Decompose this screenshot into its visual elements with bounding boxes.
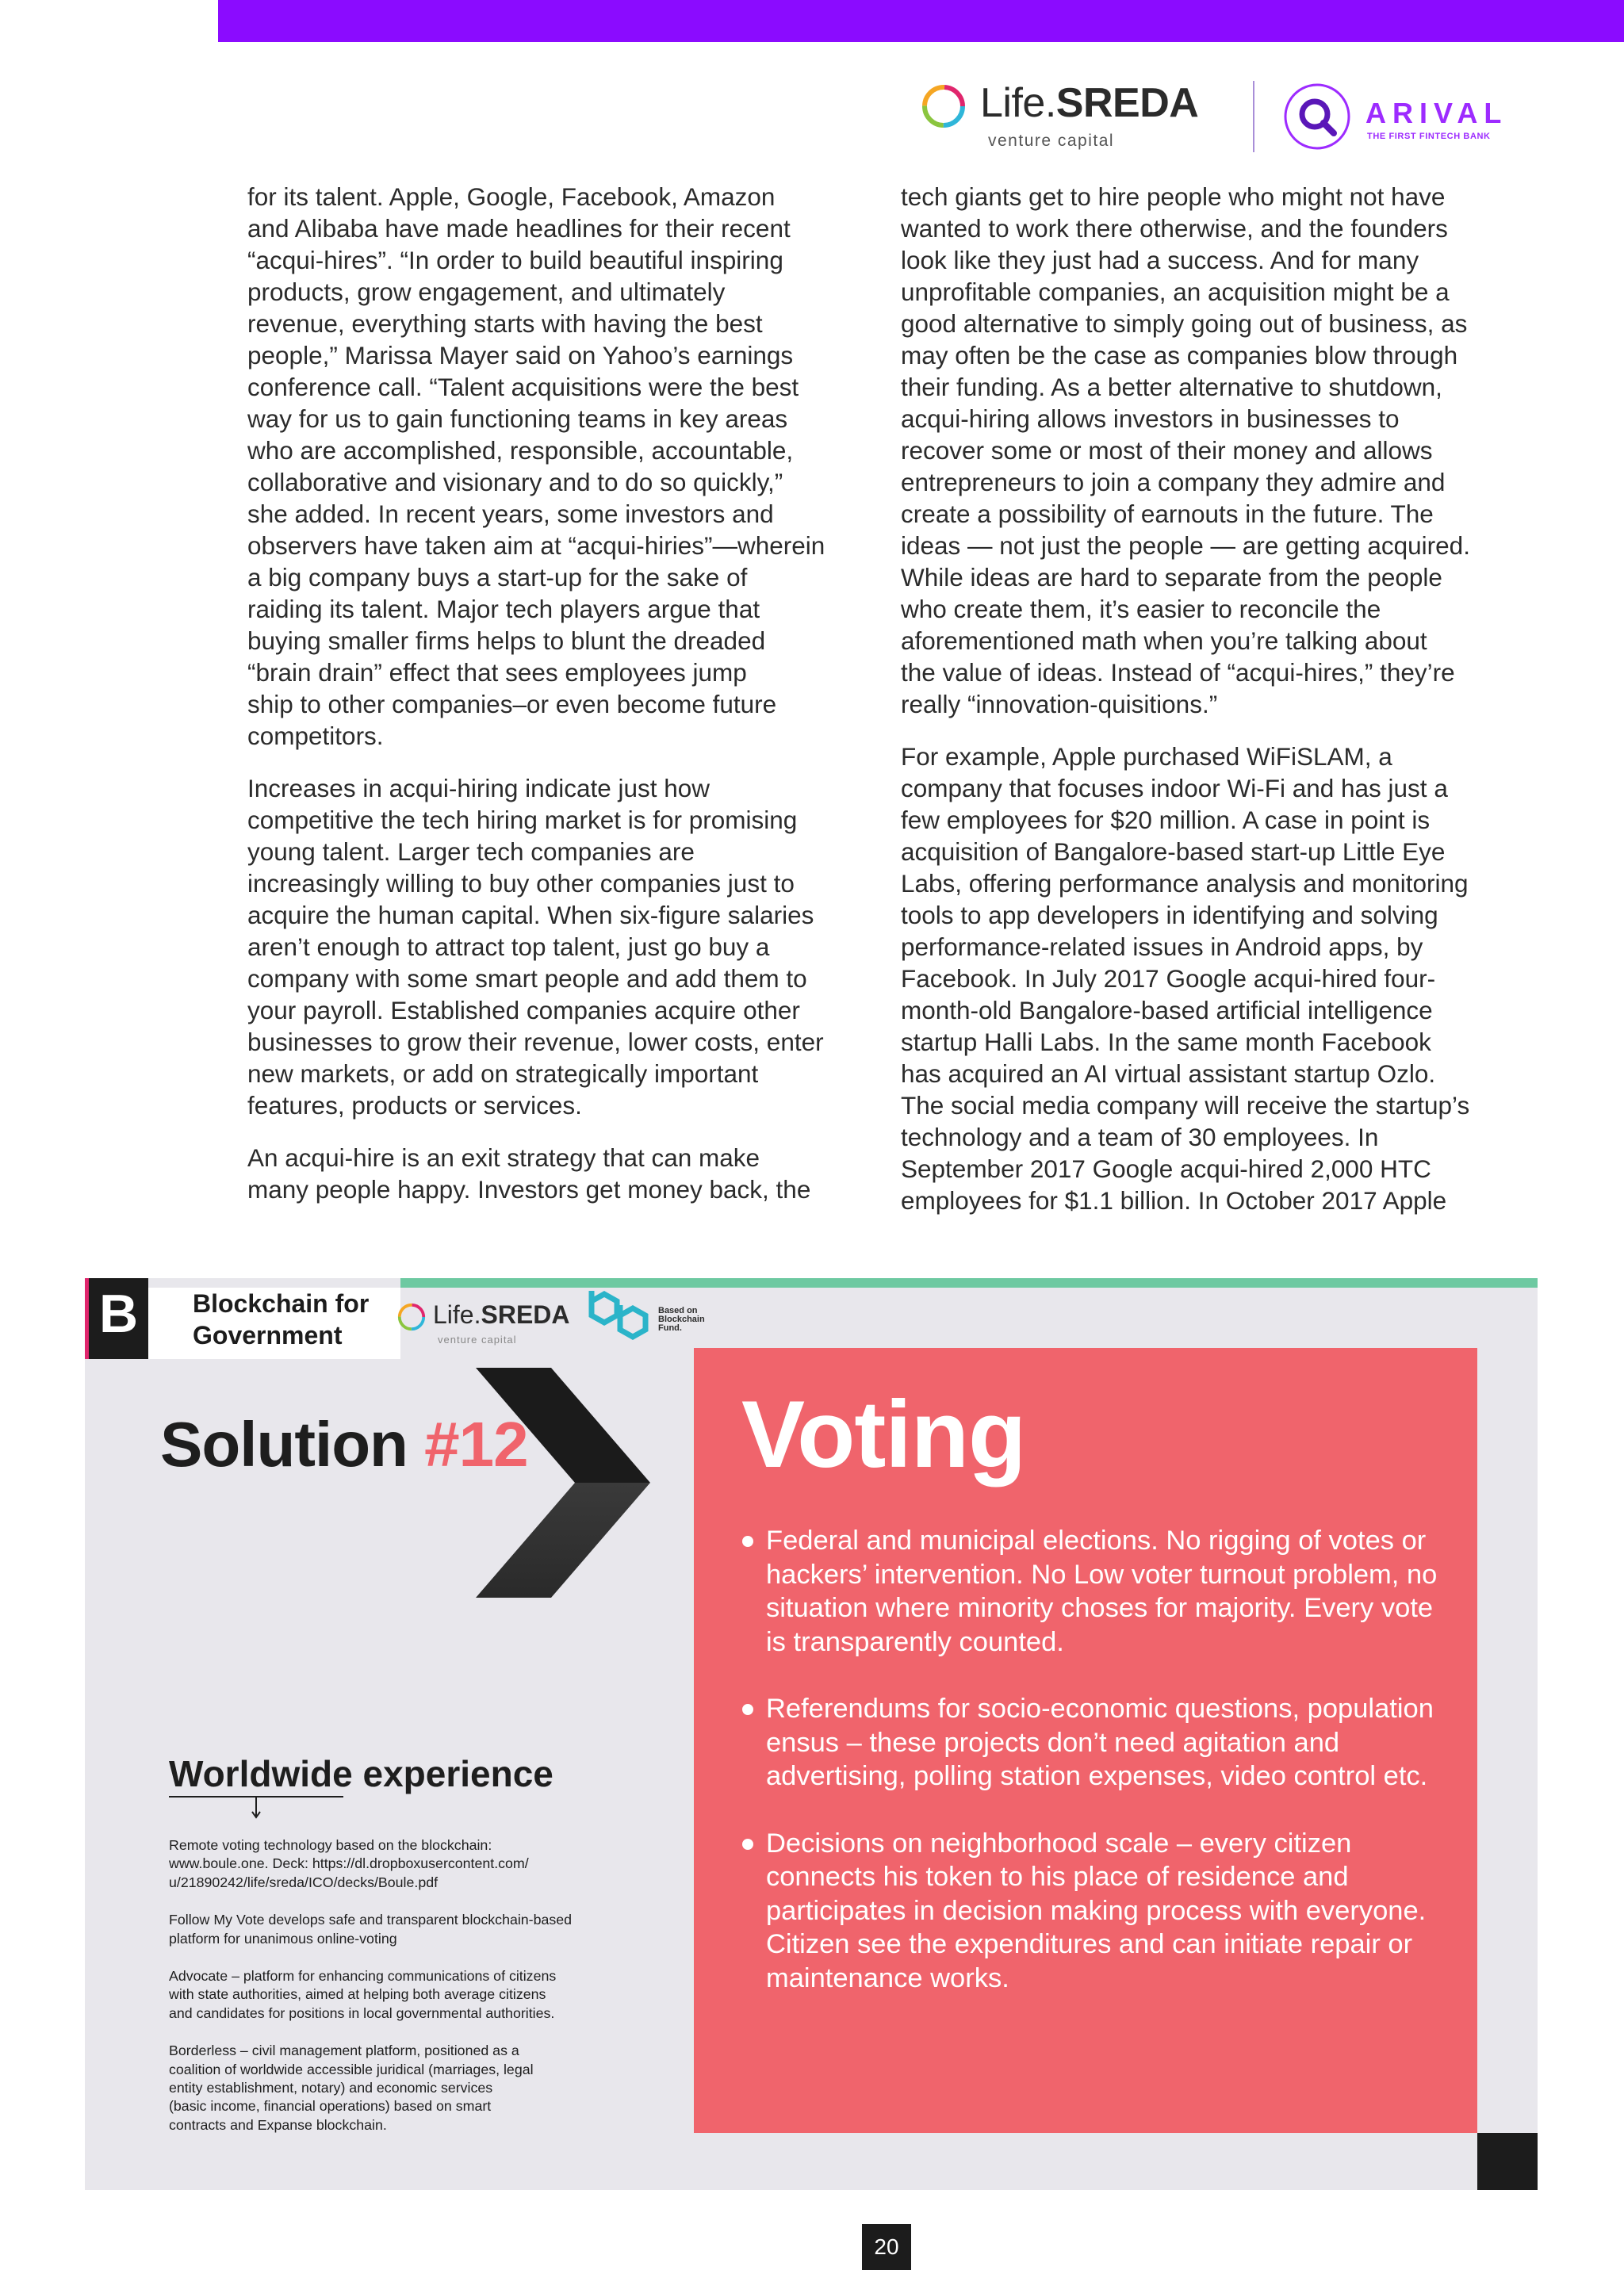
section-title: Blockchain for Government <box>193 1289 370 1350</box>
article-paragraph: An acqui-hire is an exit strategy that can make many people happy. Investors get money back, the <box>247 1143 811 1204</box>
article-paragraph: tech giants get to hire people who might not have wanted to work there otherwise, and the founders look like they just had a success. And for many unprofitable companies, an acquisition might be a good alternative to simply going out of business, as may often be the case as companies blow through their funding. As a better alternative to shutdown, acqui-hiring allows investors in businesses to recover some or most of their money and allows entrepreneurs to join a company they admire and create a possibility of earnouts in the future. The ideas — not just the people — are getting acquired. While ideas are hard to separate from the people who create them, it’s easier to reconcile the aforementioned math when you’re talking about the value of ideas. Instead of “acqui-hires,” they’re really “innovation-quisitions.” <box>901 182 1470 718</box>
life-sreda-subtitle-small: venture capital <box>438 1334 517 1346</box>
bob-fund-icon <box>588 1289 653 1342</box>
worldwide-item: Advocate – platform for enhancing communications of citizens with state authorities, aimed at helping both average citizens and candidates for positions in local governmental authorities. <box>169 1968 557 2021</box>
article-paragraph: for its talent. Apple, Google, Facebook, Amazon and Alibaba have made headlines for their recent “acqui-hires”. “In order to build beautiful inspiring products, grow engagement, and ultimately revenue, everything starts with having the best people,” Marissa Mayer said on Yahoo’s earnings conference call. “Talent acquisitions were the best way for us to gain functioning teams in key areas who are accomplished, responsible, accountable, collaborative and visionary and to do so quickly,” she added. In recent years, some investors and observers have taken aim at “acqui-hiries”—wherein a big company buys a start-up for the sake of raiding its talent. Major tech players argue that buying smaller firms helps to blunt the dreaded “brain drain” effect that sees employees jump ship to other companies–or even become future competitors. <box>247 182 825 750</box>
article-paragraph: Increases in acqui-hiring indicate just how competitive the tech hiring market is for promising young talent. Larger tech companies are increasingly willing to buy other companies just to acquire the human capital. When six-figure salaries aren’t enough to attract top talent, just go buy a company with some smart people and add them to your payroll. Established companies acquire other businesses to grow their revenue, lower costs, enter new markets, or add on strategically important features, products or services. <box>247 774 824 1120</box>
bullet-dot-icon <box>742 1536 753 1547</box>
bob-fund-logo <box>588 1289 739 1345</box>
worldwide-item: Borderless – civil management platform, positioned as a coalition of worldwide accessible juridical (marriages, legal entity establishment, notary) and economic services (basic income, financial operations) based on smart contracts and Expanse blockchain. <box>169 2043 534 2133</box>
life-sreda-ring-icon <box>396 1302 427 1332</box>
arrow-down-icon <box>251 1797 262 1820</box>
life-sreda-subtitle: venture capital <box>988 132 1115 150</box>
worldwide-experience-list <box>169 1836 676 2154</box>
life-sreda-wordmark-small: Life.SREDA <box>433 1300 570 1329</box>
voting-bullet-list <box>742 1524 1440 2028</box>
arival-tagline: THE FIRST FINTECH BANK <box>1367 132 1491 141</box>
worldwide-experience-title: Worldwide experience <box>169 1753 553 1794</box>
voting-bullet: Federal and municipal elections. No rigging of votes or hackers’ intervention. No Low voter turnout problem, no situation where minority choses for majority. Every vote is transparently counted. <box>742 1524 1440 1659</box>
header-divider <box>1253 81 1254 152</box>
arival-wordmark: ARIVAL <box>1365 97 1508 129</box>
life-sreda-ring-icon <box>920 82 967 130</box>
article-right-column <box>901 181 1535 1237</box>
chevron-arrow-icon <box>476 1368 658 1598</box>
solution-number: #12 <box>424 1409 528 1480</box>
section-badge <box>85 1278 148 1359</box>
bullet-dot-icon <box>742 1704 753 1715</box>
section-badge-letter: B <box>98 1284 139 1344</box>
top-color-bar <box>218 0 1624 42</box>
bob-fund-text: Based on Blockchain Fund. <box>658 1306 705 1333</box>
arival-logo <box>1283 82 1513 154</box>
solution-title: Solution #12 <box>160 1409 528 1480</box>
worldwide-item: Follow My Vote develops safe and transparent blockchain-based platform for unanimous online-voting <box>169 1912 573 1947</box>
voting-bullet: Decisions on neighborhood scale – every citizen connects his token to his place of residence and participates in decision making process with everyone. Citizen see the expenditures and can initiate repair or maintenance works. <box>742 1827 1440 1996</box>
life-sreda-wordmark: Life.SREDA <box>980 80 1199 126</box>
corner-accent-square <box>1477 2133 1538 2190</box>
article-paragraph: For example, Apple purchased WiFiSLAM, a company that focuses indoor Wi-Fi and has just a few employees for $20 million. A case in point is acquisition of Bangalore-based start-up Little Eye Labs, offering performance analysis and monitoring tools to app developers in identifying and solving performance-related issues in Android apps, by Facebook. In July 2017 Google acqui-hired four- month-old Bangalore-based artificial intelligence startup Halli Labs. In the same month Facebook has acquired an AI virtual assistant startup Ozlo. The social media company will receive the startup’s technology and a team of 30 employees. In September 2017 Google acqui-hired 2,000 HTC employees for $1.1 billion. In October 2017 Apple <box>901 742 1470 1215</box>
voting-headline: Voting <box>741 1381 1026 1487</box>
page-number: 20 <box>862 2224 911 2270</box>
infographic-top-strip <box>400 1278 1538 1288</box>
article-left-column <box>247 181 882 1226</box>
arival-search-icon <box>1283 82 1351 151</box>
bullet-dot-icon <box>742 1839 753 1850</box>
life-sreda-logo-small <box>396 1297 571 1345</box>
life-sreda-logo <box>920 79 1197 155</box>
worldwide-item: Remote voting technology based on the blockchain: www.boule.one. Deck: https://dl.dropboxusercontent.com/ u/21890242/life/sreda/ICO/decks/Boule.pdf <box>169 1837 529 1890</box>
voting-bullet: Referendums for socio-economic questions, population ensus – these projects don’t need agitation and advertising, polling station expenses, video control etc. <box>742 1692 1440 1794</box>
